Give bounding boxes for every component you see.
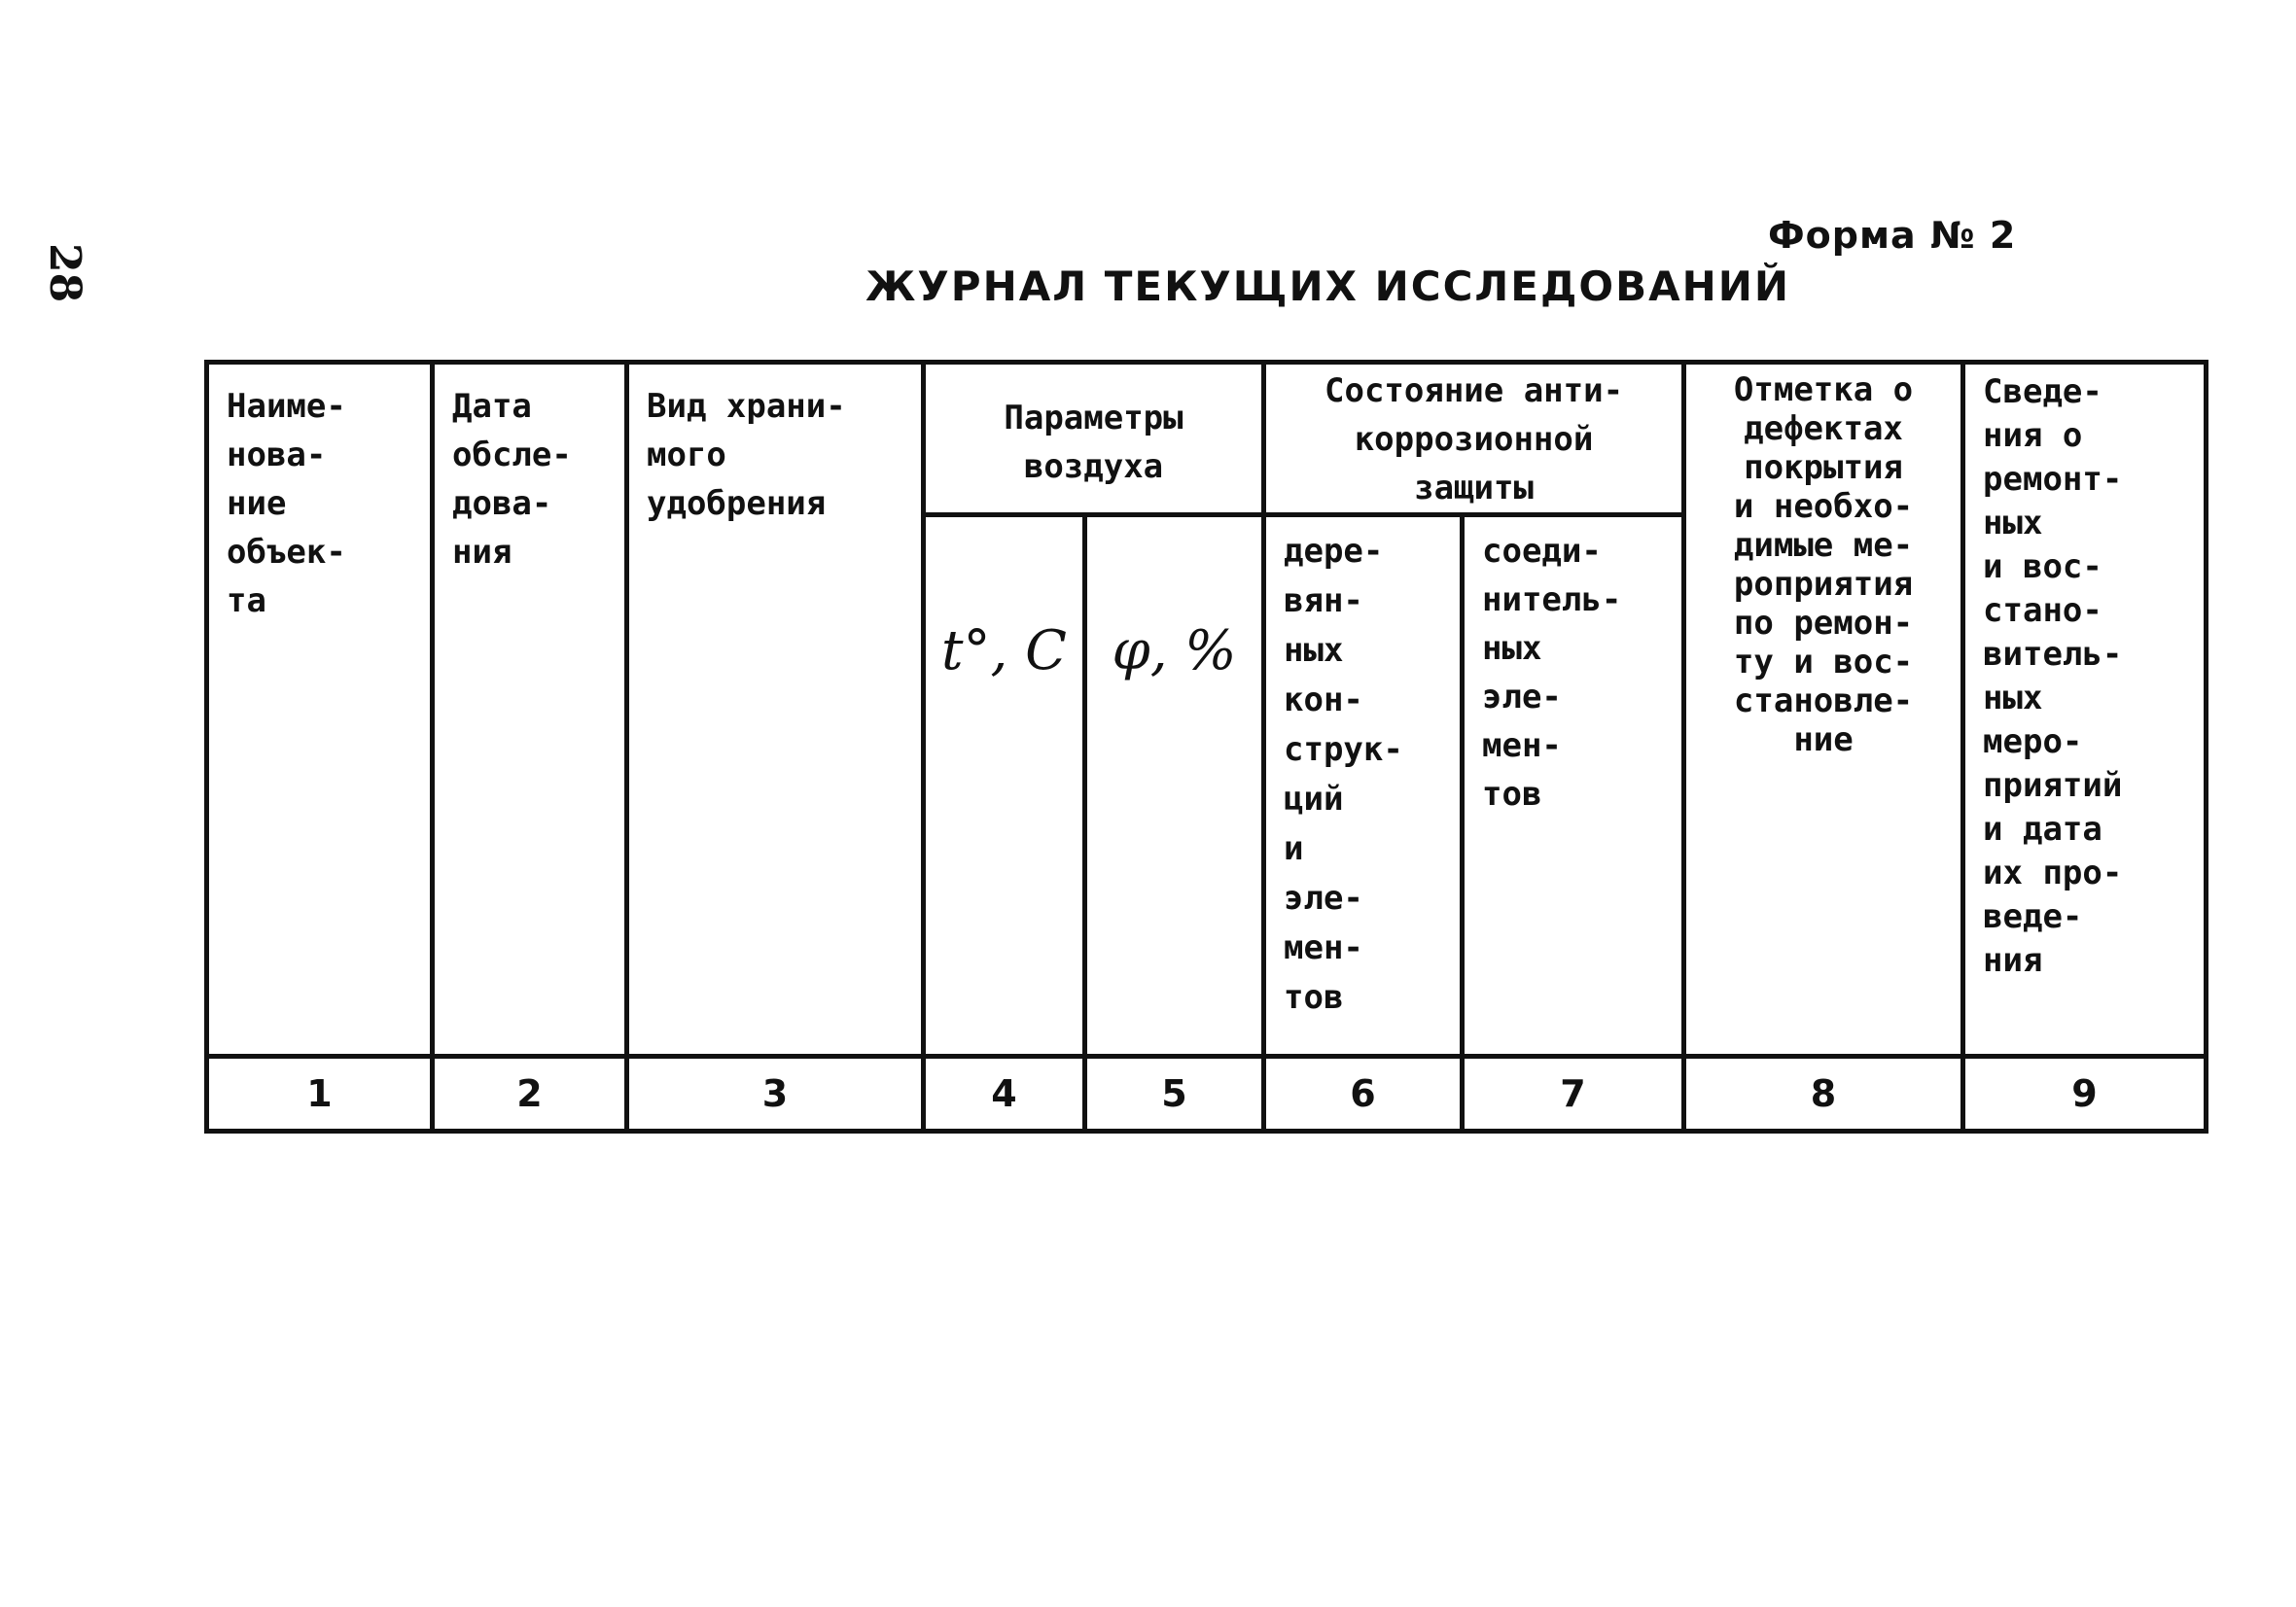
column-number: 7 (1463, 1057, 1684, 1132)
document-title: ЖУРНАЛ ТЕКУЩИХ ИССЛЕДОВАНИЙ (865, 262, 1791, 310)
header-row-top (207, 363, 2207, 515)
header-fertilizer-type: Вид храни- мого удобрения (627, 363, 924, 1057)
header-defects: Отметка о дефектах покрытия и необхо- димые ме- роприятия по ремон- ту и вос- становле- ние (1684, 363, 1963, 1057)
column-number: 9 (1963, 1057, 2207, 1132)
column-number: 5 (1085, 1057, 1264, 1132)
header-connecting-elements: соеди- нитель- ных эле- мен- тов (1463, 515, 1684, 1057)
header-object-name: Наиме- нова- ние объек- та (207, 363, 433, 1057)
header-wooden-structures: дере- вян- ных кон- струк- ций и эле- мен- тов (1264, 515, 1463, 1057)
column-number: 3 (627, 1057, 924, 1132)
journal-table (204, 360, 2208, 1134)
column-number: 2 (433, 1057, 627, 1132)
page-number: 28 (40, 243, 89, 303)
column-number: 1 (207, 1057, 433, 1132)
form-number: Форма № 2 (1768, 214, 2017, 257)
header-corrosion-protection: Состояние анти- коррозионной защиты (1264, 363, 1684, 515)
column-number: 8 (1684, 1057, 1963, 1132)
column-number-row (207, 1057, 2207, 1132)
column-number: 4 (924, 1057, 1085, 1132)
header-survey-date: Дата обсле- дова- ния (433, 363, 627, 1057)
header-repair-info: Сведе- ния о ремонт- ных и вос- стано- витель- ных меро- приятий и дата их про- веде- ния (1963, 363, 2207, 1057)
header-temperature: t°, C (924, 515, 1085, 1057)
column-number: 6 (1264, 1057, 1463, 1132)
header-humidity: φ, % (1085, 515, 1264, 1057)
header-air-parameters: Параметры воздуха (924, 363, 1264, 515)
